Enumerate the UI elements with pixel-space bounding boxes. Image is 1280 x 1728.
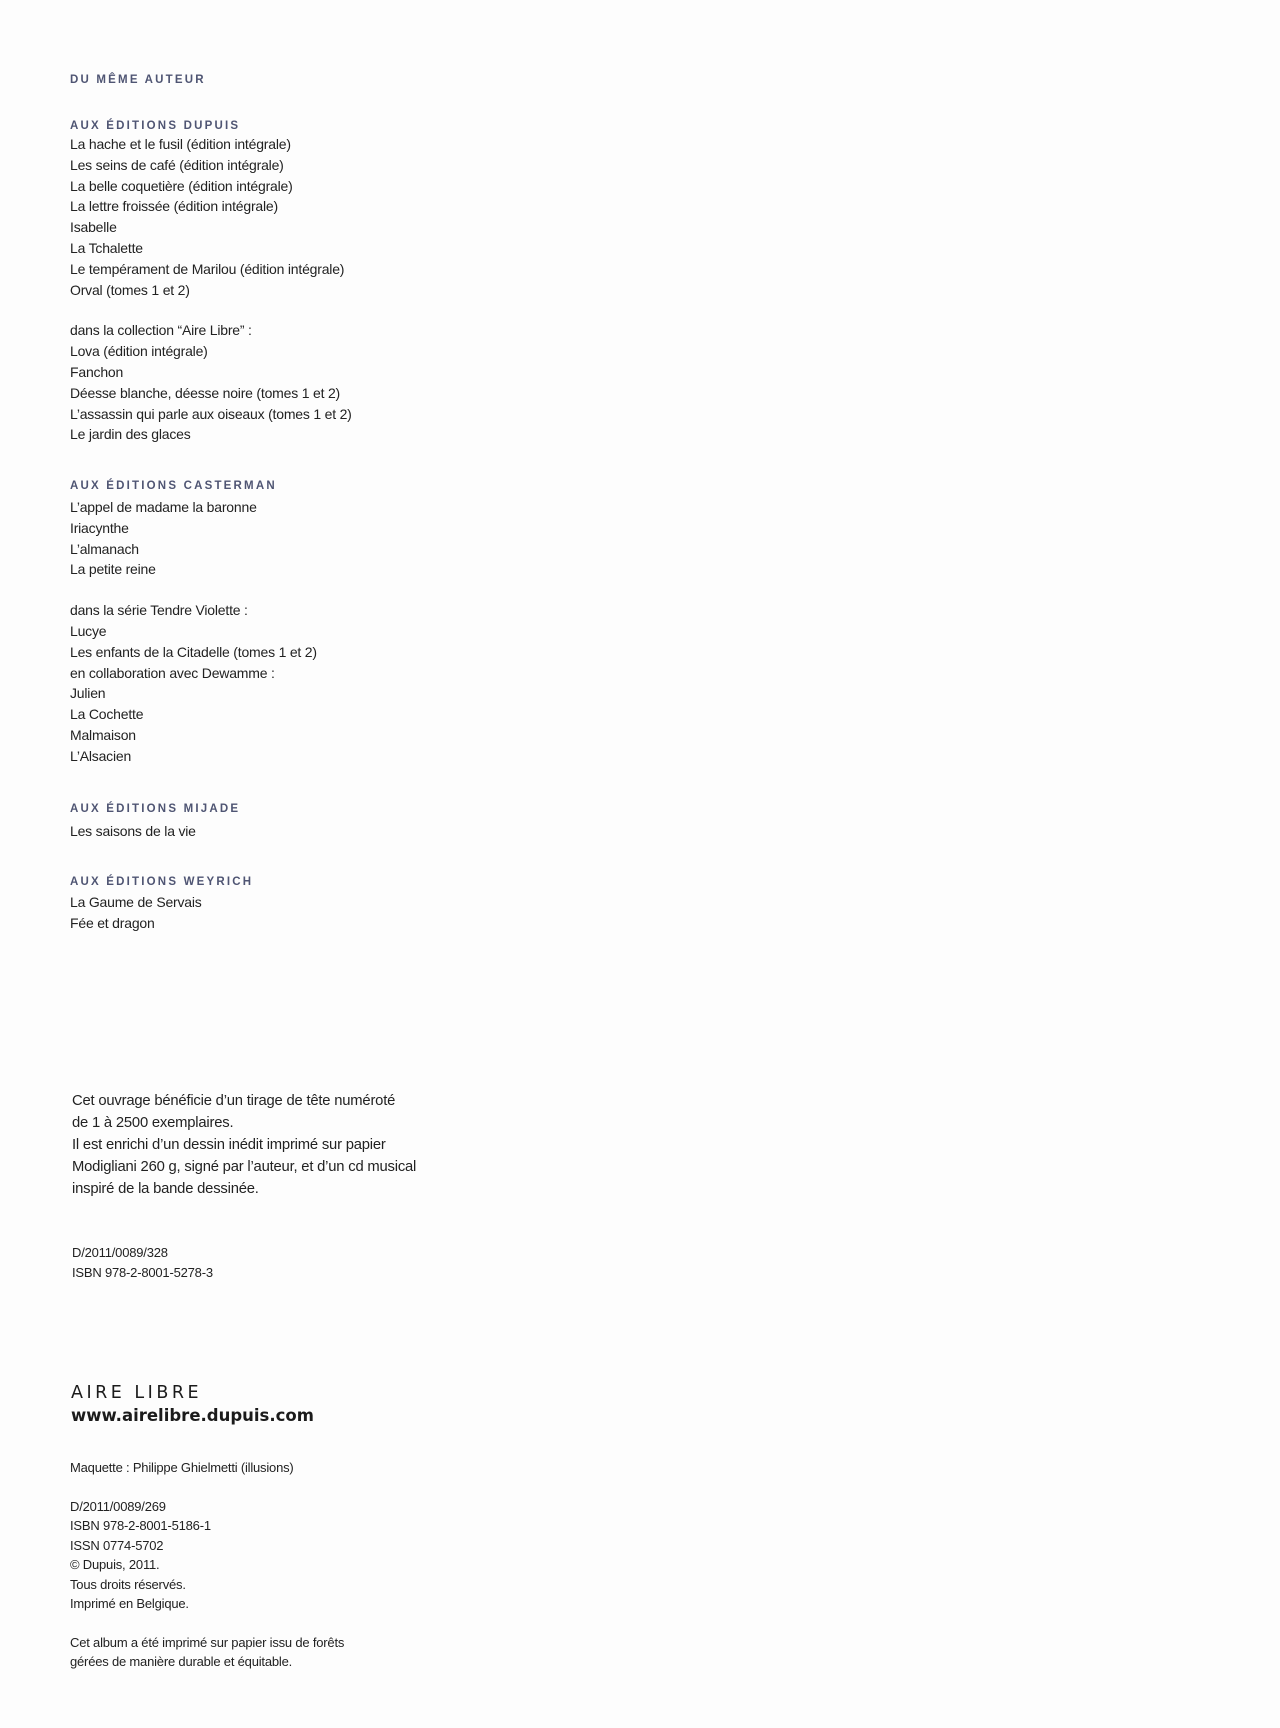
list-item: Le jardin des glaces (70, 426, 191, 443)
weyrich-heading: AUX ÉDITIONS WEYRICH (70, 876, 254, 888)
legal-line: D/2011/0089/269 (70, 1498, 166, 1514)
limited-edition-note (72, 1090, 416, 1200)
dupuis-section (70, 119, 352, 445)
isbn: ISBN 978-2-8001-5278-3 (72, 1264, 213, 1280)
paper-note (70, 1633, 344, 1672)
paper-note-line: gérées de manière durable et équitable. (70, 1654, 293, 1669)
list-item: La belle coquetière (édition intégrale) (70, 177, 293, 194)
limited-edition-legal (72, 1243, 213, 1282)
list-item: La lettre froissée (édition intégrale) (70, 198, 278, 215)
casterman-section (70, 479, 317, 767)
list-item: L’Alsacien (70, 747, 132, 764)
page-title: DU MÊME AUTEUR (70, 74, 206, 86)
list-item: Fanchon (70, 363, 124, 380)
list-item: Les saisons de la vie (70, 823, 196, 839)
list-item: en collaboration avec Dewamme : (70, 664, 275, 681)
note-line: Cet ouvrage bénéficie d’un tirage de tête numéroté (72, 1093, 396, 1109)
casterman-heading: AUX ÉDITIONS CASTERMAN (70, 480, 277, 492)
list-item: L’almanach (70, 540, 139, 557)
note-line: Il est enrichi d’un dessin inédit imprimé sur papier (72, 1137, 386, 1153)
list-item: La hache et le fusil (édition intégrale) (70, 136, 291, 152)
layout-credit: Maquette : Philippe Ghielmetti (illusions) (70, 1460, 294, 1475)
dupuis-list (70, 134, 352, 300)
list-item: Lova (édition intégrale) (70, 343, 208, 360)
list-item: Malmaison (70, 726, 136, 743)
weyrich-list (70, 892, 253, 934)
paper-note-line: Cet album a été imprimé sur papier issu de forêts (70, 1634, 345, 1650)
list-item: La petite reine (70, 561, 156, 578)
list-item: La Gaume de Servais (70, 894, 202, 910)
weyrich-section (70, 875, 253, 934)
list-item: Le tempérament de Marilou (édition intégrale) (70, 260, 345, 277)
list-item: Lucye (70, 622, 107, 639)
dupuis-heading: AUX ÉDITIONS DUPUIS (70, 120, 241, 132)
note-line: inspiré de la bande dessinée. (72, 1181, 259, 1197)
list-item: Orval (tomes 1 et 2) (70, 281, 190, 298)
brand-url: www.airelibre.dupuis.com (71, 1406, 314, 1425)
series-intro: dans la série Tendre Violette : (70, 602, 248, 619)
list-item: La Tchalette (70, 239, 143, 256)
casterman-list (70, 497, 317, 580)
mijade-section (70, 802, 240, 842)
legal-line: © Dupuis, 2011. (70, 1557, 160, 1572)
legal-line: ISBN 978-2-8001-5186-1 (70, 1518, 211, 1533)
list-item: Fée et dragon (70, 914, 155, 931)
mijade-heading: AUX ÉDITIONS MIJADE (70, 803, 241, 815)
list-item: L’assassin qui parle aux oiseaux (tomes 1 et 2) (70, 405, 352, 422)
brand-block (71, 1382, 314, 1428)
credits-block (70, 1458, 344, 1672)
collection-list (70, 341, 352, 445)
list-item: Les seins de café (édition intégrale) (70, 156, 284, 173)
list-item: L’appel de madame la baronne (70, 499, 257, 515)
legal-line: Imprimé en Belgique. (70, 1596, 189, 1611)
legal-line: ISSN 0774-5702 (70, 1537, 164, 1553)
brand-name: AIRE LIBRE (71, 1383, 203, 1403)
series-list (70, 621, 317, 767)
note-line: Modigliani 260 g, signé par l’auteur, et d’un cd musical (72, 1159, 417, 1175)
legal-lines (70, 1497, 344, 1614)
mijade-list (70, 821, 240, 842)
note-line: de 1 à 2500 exemplaires. (72, 1115, 234, 1131)
list-item: Julien (70, 685, 106, 702)
legal-deposit: D/2011/0089/328 (72, 1245, 168, 1260)
list-item: Les enfants de la Citadelle (tomes 1 et 2) (70, 643, 317, 660)
list-item: Déesse blanche, déesse noire (tomes 1 et 2) (70, 384, 340, 401)
list-item: Iriacynthe (70, 519, 129, 536)
collection-intro: dans la collection “Aire Libre” : (70, 322, 252, 339)
list-item: La Cochette (70, 706, 144, 723)
list-item: Isabelle (70, 219, 117, 236)
legal-line: Tous droits réservés. (70, 1576, 186, 1592)
